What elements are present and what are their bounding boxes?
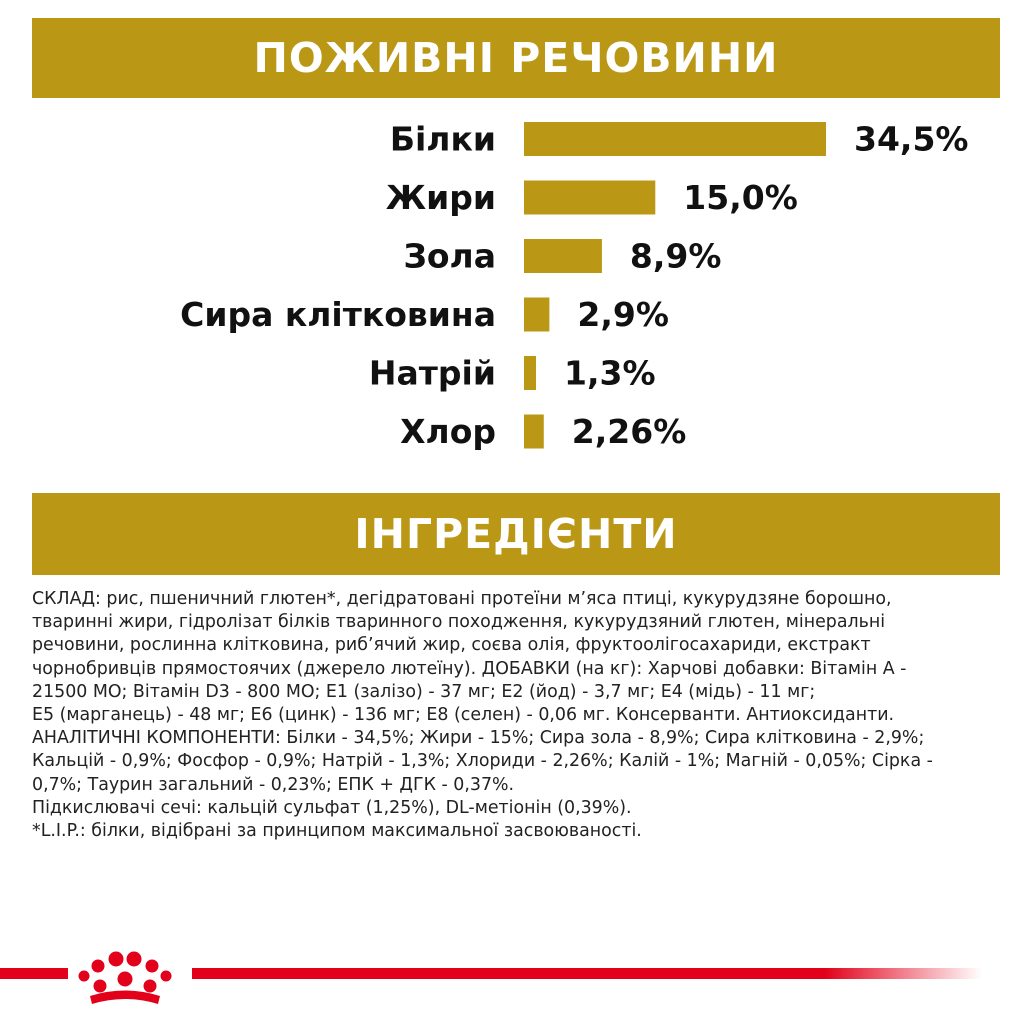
category-label-жири: Жири (385, 178, 496, 217)
category-label-білки: Білки (389, 119, 496, 159)
category-label-зола: Зола (403, 236, 496, 276)
royal-canin-crown-icon (79, 952, 172, 1005)
value-label-сира-клітковина: 2,9% (577, 295, 669, 334)
value-label-зола: 8,9% (629, 236, 722, 276)
ingredients-title: ІНГРЕДІЄНТИ (354, 510, 678, 558)
nutrients-bar-chart (0, 100, 1024, 465)
value-label-жири: 15,0% (683, 178, 798, 217)
ingredients-banner (32, 493, 1000, 575)
bar-білки (524, 122, 826, 156)
bar-сира-клітковина (524, 298, 549, 332)
footer-line-right (192, 968, 982, 979)
footer-brand-strip (0, 940, 1024, 1024)
category-label-сира-клітковина: Сира клітковина (180, 295, 496, 334)
bar-зола (524, 239, 602, 273)
category-label-хлор: Хлор (400, 412, 496, 451)
bar-натрій (524, 356, 536, 390)
bar-хлор (524, 415, 544, 449)
ingredients-text: СКЛАД: рис, пшеничний глютен*, дегідратовані протеїни м’яса птиці, кукурудзяне борошно, тваринні жири, гідролізат білків тваринного походження, кукурудзяний глютен, мінеральні речовини, рослинна клітковина, риб’ячий жир, соєва олія, фруктоолігосахариди, екстракт чорнобривців прямостоячих (джерело лютеїну). ДОБАВКИ (на кг): Харчові добавки: Вітамін А - 21500 МО; Вітамін D3 - 800 МО; Е1 (залізо) - 37 мг; Е2 (йод) - 3,7 мг; Е4 (мідь) - 11 мг; Е5 (марганець) - 48 мг; Е6 (цинк) - 136 мг; Е8 (селен) - 0,06 мг. Консерванти. Антиоксиданти. АНАЛІТИЧНІ КОМПОНЕНТИ: Білки - 34,5%; Жири - 15%; Сира зола - 8,9%; Сира клітковина - 2,9%; Кальцій - 0,9%; Фосфор - 0,9%; Натрій - 1,3%; Хлориди - 2,26%; Калій - 1%; Магній - 0,05%; Сірка - 0,7%; Таурин загальний - 0,23%; ЕПК + ДГК - 0,37%. Підкислювачі сечі: кальцій сульфат (1,25%), DL-метіонін (0,39%). *L.I.P.: білки, відібрані за принципом максимальної засвоюваності. (32, 589, 933, 842)
bar-жири (524, 181, 655, 215)
nutrients-title: ПОЖИВНІ РЕЧОВИНИ (253, 34, 779, 82)
nutrients-banner (32, 18, 1000, 98)
value-label-хлор: 2,26% (571, 412, 687, 451)
value-label-натрій: 1,3% (564, 353, 656, 393)
value-label-білки: 34,5% (854, 119, 969, 159)
footer-line-left (0, 968, 68, 979)
category-label-натрій: Натрій (368, 353, 496, 393)
